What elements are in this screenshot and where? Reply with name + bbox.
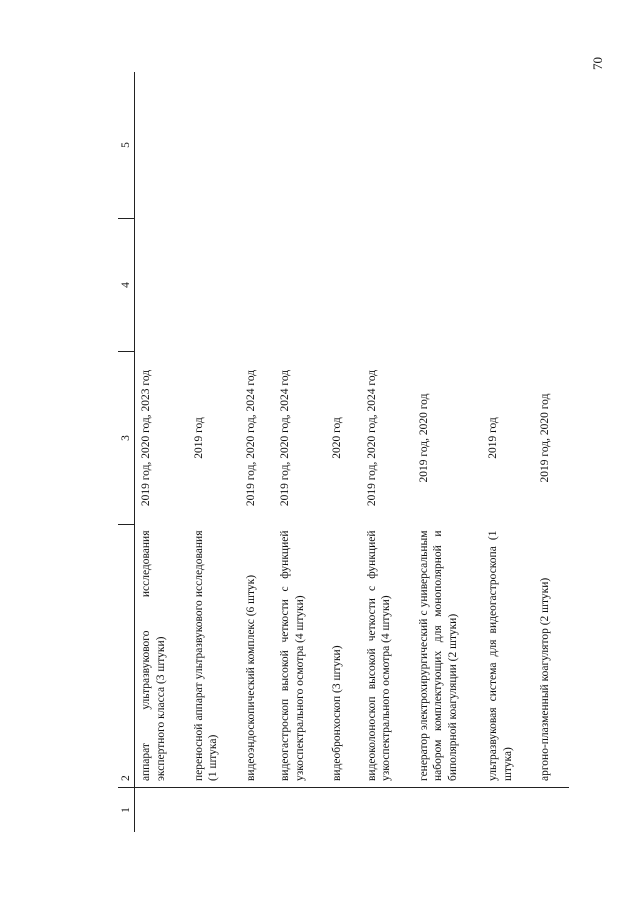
- table-row: [413, 72, 483, 832]
- equipment-years: 2019 год, 2020 год, 2023 год: [140, 369, 153, 507]
- equipment-name: аппарат ультразвукового исследования экспертного класса (3 штуки): [140, 530, 167, 781]
- equipment-years: 2019 год: [487, 417, 500, 459]
- column-header-2: 2: [118, 525, 135, 788]
- table-row: [135, 72, 188, 832]
- equipment-years: 2019 год, 2020 год, 2024 год: [365, 369, 378, 507]
- table-row: [274, 72, 326, 832]
- column-header-3: 3: [118, 352, 135, 525]
- equipment-years: 2019 год, 2020 год: [539, 393, 552, 483]
- equipment-name: видеобронхоскоп (3 штуки): [331, 645, 344, 781]
- equipment-name: генератор электрохирургический с универсальным набором комплектующих для монополярной и биполярной коагуляции (2 штуки): [417, 530, 459, 781]
- equipment-table-container: [118, 72, 569, 832]
- table-header-row: [118, 72, 135, 832]
- table-row: [534, 72, 569, 832]
- equipment-years: 2019 год: [192, 417, 205, 459]
- equipment-name: переносной аппарат ультразвукового исследования (1 штука): [192, 530, 219, 781]
- table-row: [240, 72, 275, 832]
- equipment-name: видеогастроскоп высокой четкости с функцией узкоспектрального осмотра (4 штуки): [279, 530, 306, 781]
- column-header-4: 4: [118, 219, 135, 352]
- table-row: [326, 72, 361, 832]
- equipment-years: 2020 год: [331, 417, 344, 459]
- equipment-years: 2019 год, 2020 год: [417, 393, 430, 483]
- equipment-table: [118, 72, 569, 832]
- equipment-name: ультразвуковая система для видеогастроскопа (1 штука): [487, 530, 514, 781]
- table-row: [482, 72, 534, 832]
- table-row: [188, 72, 240, 832]
- equipment-years: 2019 год, 2020 год, 2024 год: [244, 369, 257, 507]
- equipment-years: 2019 год, 2020 год, 2024 год: [279, 369, 292, 507]
- equipment-name: видеоэндоскопический комплекс (6 штук): [244, 574, 257, 781]
- table-row: [361, 72, 413, 832]
- page-number: 70: [590, 57, 605, 70]
- equipment-name: видеоколоноскоп высокой четкости с функцией узкоспектрального осмотра (4 штуки): [365, 530, 393, 781]
- column-header-5: 5: [118, 72, 135, 219]
- column-header-1: 1: [118, 788, 135, 833]
- equipment-name: аргоно-плазменный коагулятор (2 штуки): [539, 577, 552, 781]
